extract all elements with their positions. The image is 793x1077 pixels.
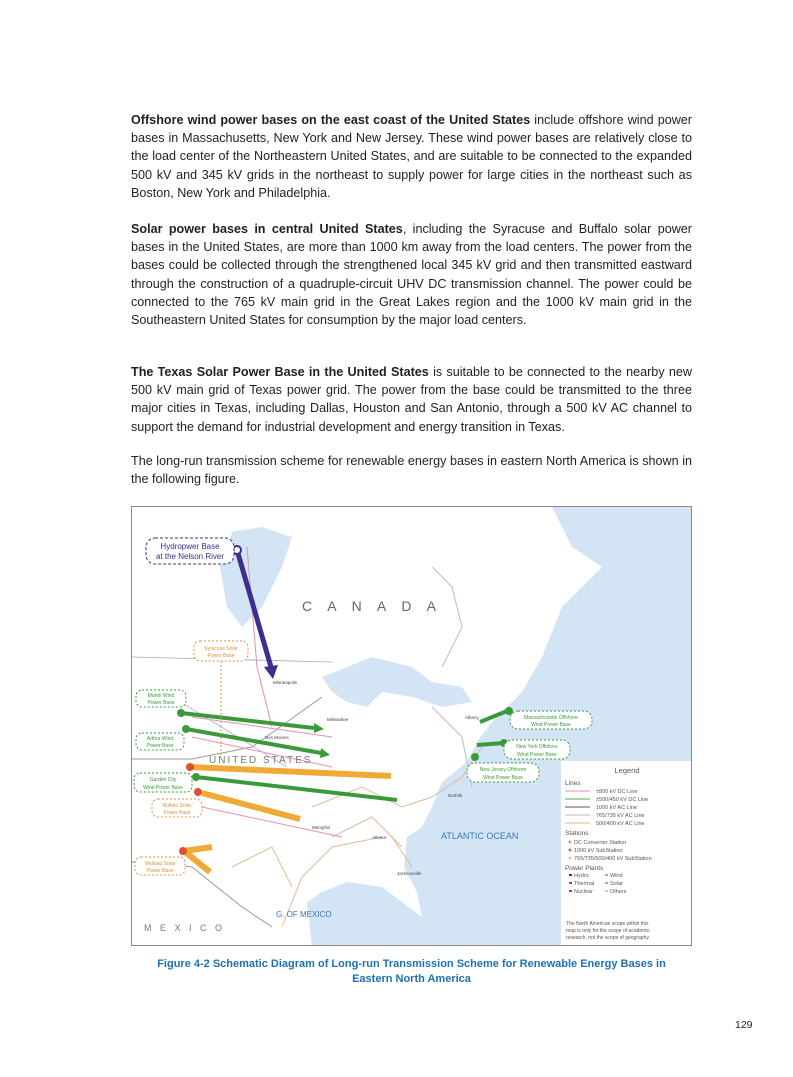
base-label-hydro xyxy=(146,538,234,564)
label-gulf-of-mexico: G. OF MEXICO xyxy=(276,910,332,919)
svg-text:1000 kV AC Line: 1000 kV AC Line xyxy=(596,805,637,811)
svg-text:Solar: Solar xyxy=(610,881,623,887)
city-label: Milwaukee xyxy=(327,717,349,722)
svg-text:Power Base: Power Base xyxy=(146,868,174,874)
base-label-martin-wind xyxy=(136,690,186,707)
svg-text:Power Base: Power Base xyxy=(146,743,174,749)
paragraph-solar-central xyxy=(131,220,692,329)
base-label-arthur-wind xyxy=(136,733,184,750)
svg-text:Power Plants: Power Plants xyxy=(565,865,604,872)
svg-text:765/735 kV AC Line: 765/735 kV AC Line xyxy=(596,813,645,819)
svg-text:Wind Power Base: Wind Power Base xyxy=(517,752,557,758)
svg-text:Massachusetts Offshore: Massachusetts Offshore xyxy=(524,715,578,721)
svg-text:Syracuse Solar: Syracuse Solar xyxy=(204,646,238,652)
paragraph-offshore-wind xyxy=(131,111,692,202)
svg-text:map is only for the scope of a: map is only for the scope of academic xyxy=(566,928,650,934)
svg-text:Wind: Wind xyxy=(610,873,623,879)
paragraph-intro-figure xyxy=(131,452,692,488)
paragraph-body: The long-run transmission scheme for renewable energy bases in eastern North America is shown in the following figure. xyxy=(131,454,692,487)
svg-text:at the Nelson River: at the Nelson River xyxy=(155,552,225,561)
base-label-syracuse-solar xyxy=(194,641,248,661)
svg-text:1000 kV SubStation: 1000 kV SubStation xyxy=(574,848,623,854)
base-label-garden-city-wind xyxy=(134,773,192,792)
city-label: Atlanta xyxy=(372,835,387,840)
paragraph-lead: Solar power bases in central United States xyxy=(131,222,403,236)
paragraph-lead: The Texas Solar Power Base in the United States xyxy=(131,365,429,379)
label-atlantic-ocean: ATLANTIC OCEAN xyxy=(441,831,519,841)
svg-text:Power Base: Power Base xyxy=(163,810,191,816)
svg-text:Others: Others xyxy=(610,889,627,895)
label-canada: C A N A D A xyxy=(302,598,442,614)
svg-text:The North American scope withi: The North American scope within this xyxy=(566,921,649,927)
caption-line-1: Figure 4-2 Schematic Diagram of Long-run Transmission Scheme for Renewable Energy Bases in xyxy=(157,958,666,970)
svg-text:New York Offshore: New York Offshore xyxy=(516,744,558,750)
paragraph-body: include offshore wind power bases in Massachusetts, New York and New Jersey. These wind power bases are relatively close to the load center of the Northeastern United States, and are suitable to be connected to the expanded 500 kV and 345 kV grids in the northeast to supply power for large cities in the northeast such as Boston, New York and Philadelphia. xyxy=(131,113,692,200)
svg-text:Lines: Lines xyxy=(565,780,581,787)
base-label-buffalo-solar xyxy=(152,799,202,817)
city-label: Memphis xyxy=(312,825,331,830)
svg-text:Martin Wind: Martin Wind xyxy=(147,693,175,699)
svg-text:DC Converter Station: DC Converter Station xyxy=(574,840,627,846)
great-lakes xyxy=(322,657,472,707)
svg-text:765/735/500/400 kV SubStation: 765/735/500/400 kV SubStation xyxy=(574,856,652,862)
svg-text:±800 kV DC Line: ±800 kV DC Line xyxy=(596,789,638,795)
svg-text:Wind Power Base: Wind Power Base xyxy=(143,785,183,791)
paragraph-body: is suitable to be connected to the nearby new 500 kV main grid of Texas power grid. The power from the base could be transmitted to the three major cities in Texas, including Dallas, Houston and San Antonio, through a 500 kV AC channel to support the demand for industrial development and energy transition in Texas. xyxy=(131,365,692,434)
svg-text:Wind Power Base: Wind Power Base xyxy=(531,722,571,728)
svg-text:±500/450 kV DC Line: ±500/450 kV DC Line xyxy=(596,797,649,803)
svg-text:Stations: Stations xyxy=(565,830,589,837)
base-label-massachusetts-offshore xyxy=(510,711,592,729)
city-label: Albany xyxy=(465,715,479,720)
svg-text:500/400 kV AC Line: 500/400 kV AC Line xyxy=(596,821,645,827)
svg-text:Nuclear: Nuclear xyxy=(574,889,593,895)
svg-text:Hydro: Hydro xyxy=(574,873,589,879)
paragraph-lead: Offshore wind power bases on the east coast of the United States xyxy=(131,113,531,127)
base-label-new-york-offshore xyxy=(504,740,570,759)
transmission-map-figure xyxy=(131,506,692,946)
svg-text:Wind Power Base: Wind Power Base xyxy=(483,775,523,781)
svg-text:Power Base: Power Base xyxy=(207,653,235,659)
page-number: 129 xyxy=(735,1019,753,1031)
figure-caption xyxy=(131,957,692,987)
city-label: Norfolk xyxy=(448,793,463,798)
svg-text:New Jersey Offshore: New Jersey Offshore xyxy=(479,767,527,773)
legend-title: Legend xyxy=(614,766,640,775)
solar-dc-arrows xyxy=(184,767,391,872)
svg-text:Garden City: Garden City xyxy=(149,777,177,783)
city-label: Minneapolis xyxy=(273,680,298,685)
base-label-midland-solar xyxy=(135,857,185,875)
label-mexico: M E X I C O xyxy=(144,923,226,933)
svg-text:Arthur Wind: Arthur Wind xyxy=(146,736,174,742)
label-united-states: UNITED STATES xyxy=(209,755,313,766)
city-label: Des Moines xyxy=(265,735,289,740)
svg-text:Hydropwer Base: Hydropwer Base xyxy=(160,542,220,551)
svg-text:Midland Solar: Midland Solar xyxy=(144,861,176,867)
svg-text:Power Base: Power Base xyxy=(147,700,175,706)
city-label: Jacksonville xyxy=(397,871,422,876)
base-label-new-jersey-offshore xyxy=(467,763,539,782)
svg-text:Thermal: Thermal xyxy=(574,881,595,887)
svg-text:research, not the scope of geo: research, not the scope of geography. xyxy=(566,935,650,941)
paragraph-texas-solar xyxy=(131,363,692,436)
paragraph-body: , including the Syracuse and Buffalo solar power bases in the United States, are more than 1000 km away from the load centers. The power from the bases could be collected through the strengthened local 345 kV grid and then transmitted eastward through the construction of a quadruple-circuit UHV DC transmission channel. The power could be connected to the 765 kV main grid in the Great Lakes region and the 1000 kV main grid in the Southeastern United States for consumption by the major load centers. xyxy=(131,222,692,328)
svg-text:Buffalo Solar: Buffalo Solar xyxy=(162,803,192,809)
transmission-map xyxy=(132,507,692,946)
caption-line-2: Eastern North America xyxy=(352,973,471,985)
